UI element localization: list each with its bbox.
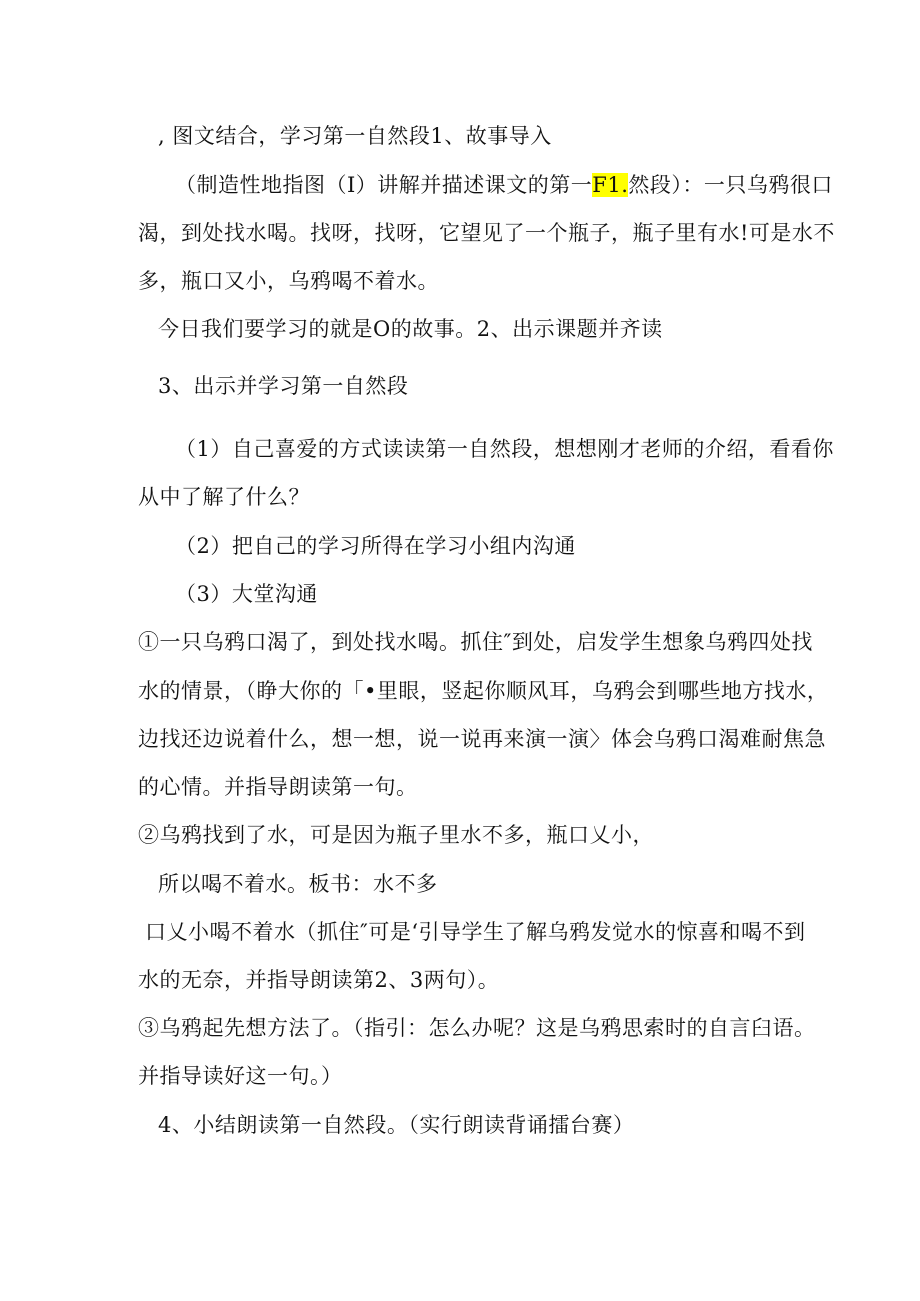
line-9: （2）把自己的学习所得在学习小组内沟通 [175, 534, 576, 558]
line-14: 的心情。并指导朗读第一句。 [138, 775, 418, 799]
line-19: ③乌鸦起先想方法了。（指引：怎么办呢？这是乌鸦思索时的自言臼语。 [138, 1016, 816, 1040]
line-21: 4、小结朗读第一自然段。（实行朗读背诵擂台赛） [158, 1113, 635, 1137]
line-6: 3、出示并学习第一自然段 [158, 374, 409, 398]
line-16: 所以喝不着水。板书：水不多 [158, 872, 438, 896]
line-3: 渴，到处找水喝。找呀，找呀，它望见了一个瓶子，瓶子里有水!可是水不 [138, 221, 835, 245]
highlighted-text: F1. [592, 173, 629, 197]
line-4: 多，瓶口又小，乌鸦喝不着水。 [138, 269, 439, 293]
line-10: （3）大堂沟通 [175, 582, 318, 606]
line-11: ①一只乌鸦口渴了，到处找水喝。抓住″到处，启发学生想象乌鸦四处找 [138, 630, 813, 654]
line-2 [175, 170, 833, 200]
line-20: 并指导读好这一句。） [138, 1064, 343, 1088]
line-8: 从中了解了什么？ [138, 485, 310, 509]
line-12: 水的情景，（睁大你的「•里眼，竖起你顺风耳，乌鸦会到哪些地方找水， [138, 679, 829, 703]
line-7: （1）自己喜爱的方式读读第一自然段，想想刚才老师的介绍，看看你 [175, 437, 834, 461]
line-17: 口乂小喝不着水（抓住″可是‘引导学生了解乌鸦发觉水的惊喜和喝不到 [145, 920, 806, 944]
line-5: 今日我们要学习的就是O的故事。2、出示课题并齐读 [158, 317, 663, 341]
line-2-part-1: （制造性地指图（I）讲解并描述课文的第一 [175, 173, 593, 197]
line-2-part-2: 然段）：一只乌鸦很口 [628, 173, 833, 197]
line-15: ②乌鸦找到了水，可是因为瓶子里水不多，瓶口乂小， [138, 823, 654, 847]
line-18: 水的无奈，并指导朗读第2、3两句）。 [138, 968, 500, 992]
line-13: 边找还边说着什么，想一想，说一说再来演一演〉体会乌鸦口渴难耐焦急 [138, 727, 826, 751]
line-1: , 图文结合，学习第一自然段1、故事导入 [158, 124, 552, 148]
